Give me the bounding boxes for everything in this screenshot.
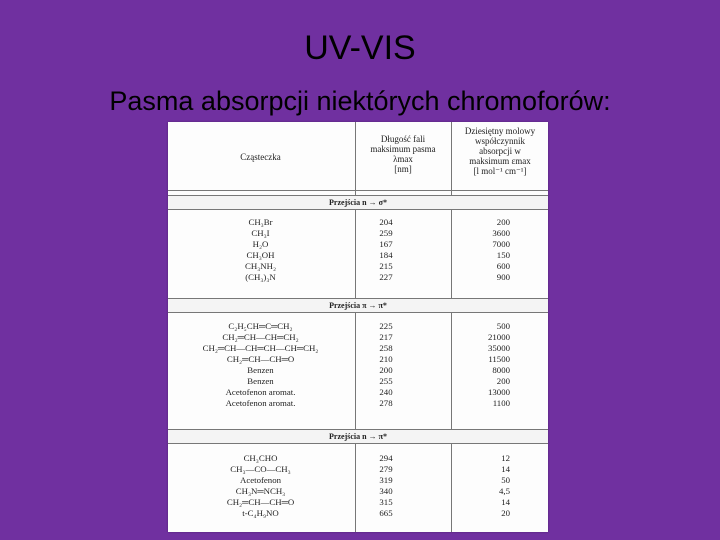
section-rows: [168, 321, 548, 409]
table-row: Acetofenon aromat. 240 13000: [225, 387, 510, 397]
section-rows: [168, 453, 548, 519]
table-row: H₂O 167 7000: [252, 239, 510, 249]
table-row: Acetofenon 319 50: [239, 475, 510, 485]
header-wavelength: Długość fali maksimum pasma λmax [nm]: [370, 134, 436, 174]
table-row: CH₃Br 204 200: [248, 217, 510, 227]
table-row: CH₃OH 184 150: [246, 250, 510, 260]
table-row: CH₂═CH—CH═CH—CH═CH₂ 258 35000: [202, 343, 510, 353]
table-row: Benzen 255 200: [247, 376, 510, 386]
slide-title: UV-VIS: [304, 29, 416, 67]
table-row: CH₃—CO—CH₃ 279 14: [230, 464, 510, 474]
section-header: Przejścia n → σ*: [168, 195, 548, 210]
header-molecule: Cząsteczka: [240, 152, 281, 162]
table-row: CH₂═CH—CH═O 315 14: [226, 497, 510, 507]
table-row: CH₃CHO 294 12: [243, 453, 510, 463]
table-row: CH₃I 259 3600: [251, 228, 510, 238]
table-row: t-C₄H₉NO 665 20: [242, 508, 510, 518]
table-row: CH₃NH₂ 215 600: [244, 261, 510, 271]
table-row: CH₂═CH—CH═O 210 11500: [226, 354, 510, 364]
section-rows: [168, 217, 548, 283]
table-row: Benzen 200 8000: [247, 365, 510, 375]
section-header: Przejścia n → π*: [168, 429, 548, 444]
table-row: (CH₃)₃N 227 900: [245, 272, 510, 282]
table-row: CH₃N═NCH₃ 340 4,5: [235, 486, 510, 496]
table-row: C₂H₅CH═C═CH₂ 225 500: [228, 321, 510, 331]
section-header: Przejścia π → π*: [168, 298, 548, 313]
chromophore-table: [168, 122, 548, 532]
header-coefficient: Dziesiętny molowy współczynnik absorpcji w maksimum εmax [l mol⁻¹ cm⁻¹]: [464, 126, 536, 176]
table-row: CH₂═CH—CH═CH₂ 217 21000: [222, 332, 510, 342]
slide-subtitle: Pasma absorpcji niektórych chromoforów:: [109, 86, 611, 116]
table-row: Acetofenon aromat. 278 1100: [225, 398, 510, 408]
